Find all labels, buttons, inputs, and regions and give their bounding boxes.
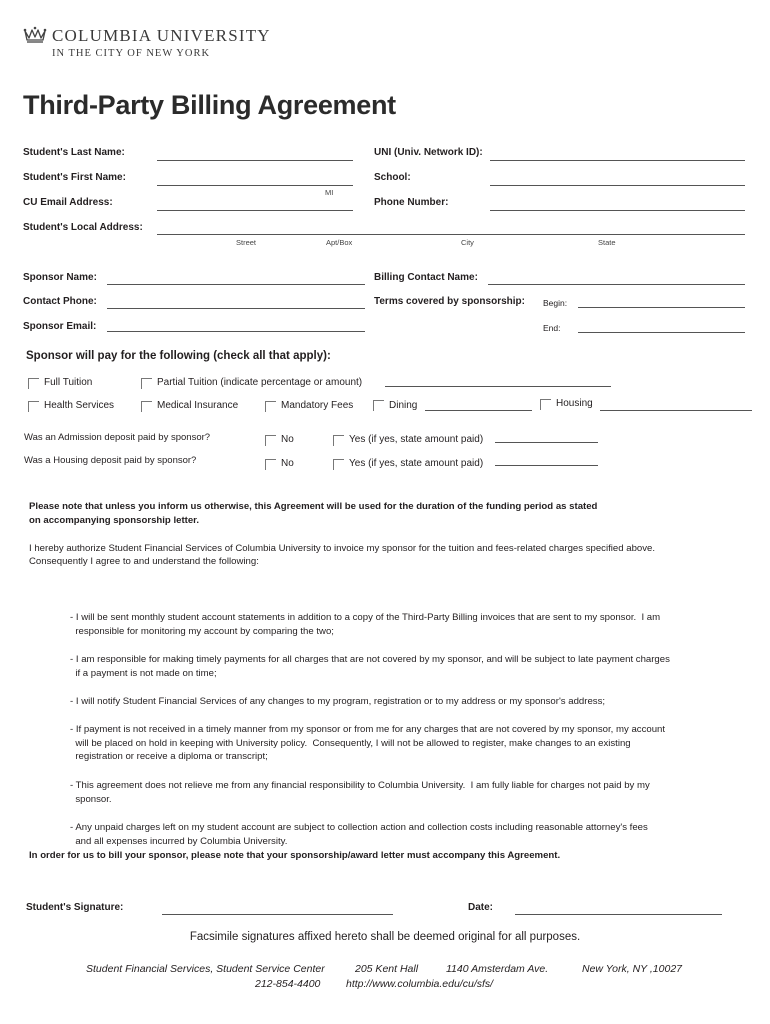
health-services-checkbox[interactable]	[28, 401, 38, 411]
admission-yes-label: Yes (if yes, state amount paid)	[349, 434, 484, 445]
state-sublabel: State	[598, 238, 616, 247]
contact-phone-field[interactable]	[107, 308, 365, 309]
mandatory-fees-label: Mandatory Fees	[281, 400, 354, 411]
mandatory-fees-checkbox[interactable]	[265, 401, 275, 411]
university-name: COLUMBIA UNIVERSITY	[52, 26, 271, 45]
admission-yes-checkbox[interactable]	[333, 435, 343, 445]
date-label: Date:	[468, 902, 494, 913]
end-label: End:	[543, 323, 561, 333]
begin-label: Begin:	[543, 298, 568, 308]
housing-checkbox[interactable]	[540, 399, 550, 409]
health-services-label: Health Services	[44, 400, 115, 411]
duration-note: Please note that unless you inform us otherwise, this Agreement will be used for the duration of the funding period as stated on accompanying sponsorship letter.	[29, 501, 598, 526]
full-tuition-checkbox[interactable]	[28, 378, 38, 388]
street-sublabel: Street	[236, 238, 257, 247]
footer-office: Student Financial Services, Student Service Center	[86, 963, 325, 975]
footer-address-1: 205 Kent Hall	[355, 963, 419, 975]
admission-deposit-question: Was an Admission deposit paid by sponsor?	[24, 432, 211, 443]
local-address-label: Student's Local Address:	[23, 222, 143, 233]
admission-no-label: No	[281, 434, 294, 445]
school-field[interactable]	[490, 185, 745, 186]
bullet-notify-changes: - I will notify Student Financial Services of any changes to my program, registration or to my address or my sponsor's address;	[70, 696, 606, 707]
sponsor-email-field[interactable]	[107, 331, 365, 332]
footer-city: New York, NY ,10027	[582, 963, 683, 975]
housing-amount-field[interactable]	[600, 410, 752, 411]
housing-no-label: No	[281, 458, 294, 469]
housing-label: Housing	[556, 398, 593, 409]
facsimile-statement: Facsimile signatures affixed hereto shall be deemed original for all purposes.	[189, 931, 581, 943]
bullet-timely-payments: - I am responsible for making timely payments for all charges that are not covered by my sponsor, and will be subject to late payment charges if a payment is not made on time;	[70, 654, 670, 679]
billing-contact-label: Billing Contact Name:	[374, 272, 478, 283]
email-field[interactable]	[157, 210, 353, 211]
admission-no-checkbox[interactable]	[265, 435, 275, 445]
admission-amount-field[interactable]	[495, 442, 598, 443]
uni-label: UNI (Univ. Network ID):	[374, 147, 483, 158]
sponsor-name-field[interactable]	[107, 284, 365, 285]
bullet-account-hold: - If payment is not received in a timely manner from my sponsor or from me for any charges that are not covered by my sponsor, my account will be placed on hold in keeping with University policy. Consequently, I will not be allowed to register, make changes to an existing registration or receive a diploma or transcript;	[70, 724, 666, 762]
letter-note: In order for us to bill your sponsor, please note that your sponsorship/award letter must accompany this Agreement.	[29, 850, 561, 861]
dining-amount-field[interactable]	[425, 410, 532, 411]
uni-field[interactable]	[490, 160, 745, 161]
terms-label: Terms covered by sponsorship:	[374, 296, 525, 307]
housing-deposit-question: Was a Housing deposit paid by sponsor?	[24, 455, 197, 466]
partial-tuition-amount-field[interactable]	[385, 386, 611, 387]
crown-icon	[23, 25, 47, 43]
bullet-financial-responsibility: - This agreement does not relieve me from any financial responsibility to Columbia University. I am fully liable for charges not paid by my sponsor.	[70, 780, 650, 805]
email-label: CU Email Address:	[23, 197, 113, 208]
bullet-unpaid-charges: - Any unpaid charges left on my student account are subject to collection action and collection costs including reasonable attorney's fees and all expenses incurred by Columbia University.	[70, 822, 648, 847]
sponsor-name-label: Sponsor Name:	[23, 272, 97, 283]
contact-phone-label: Contact Phone:	[23, 296, 97, 307]
student-signature-label: Student's Signature:	[26, 902, 124, 913]
dining-label: Dining	[389, 400, 418, 411]
footer-url[interactable]: http://www.columbia.edu/cu/sfs/	[346, 978, 494, 990]
housing-yes-checkbox[interactable]	[333, 459, 343, 469]
housing-yes-label: Yes (if yes, state amount paid)	[349, 458, 484, 469]
student-signature-field[interactable]	[162, 914, 393, 915]
last-name-field[interactable]	[157, 160, 353, 161]
city-sublabel: City	[461, 238, 474, 247]
footer-phone: 212-854-4400	[255, 978, 321, 990]
bullet-statements: - I will be sent monthly student account statements in addition to a copy of the Third-Party Billing invoices that are sent to my sponsor. I am responsible for monitoring my account by comparing the two;	[70, 612, 661, 637]
pay-heading: Sponsor will pay for the following (check all that apply):	[26, 350, 331, 362]
begin-field[interactable]	[578, 307, 745, 308]
phone-label: Phone Number:	[374, 197, 449, 208]
authorization-paragraph: I hereby authorize Student Financial Services of Columbia University to invoice my sponsor for the tuition and fees-related charges specified above. Consequently I agree to and understand the following:	[29, 543, 656, 567]
phone-field[interactable]	[490, 210, 745, 211]
medical-insurance-label: Medical Insurance	[157, 400, 239, 411]
mi-label: MI	[325, 188, 334, 197]
apt-sublabel: Apt/Box	[326, 238, 353, 247]
first-name-label: Student's First Name:	[23, 172, 126, 183]
last-name-label: Student's Last Name:	[23, 147, 125, 158]
housing-amount-paid-field[interactable]	[495, 465, 598, 466]
school-label: School:	[374, 172, 411, 183]
sponsor-email-label: Sponsor Email:	[23, 321, 97, 332]
local-address-field[interactable]	[157, 234, 745, 235]
first-name-field[interactable]	[157, 185, 353, 186]
date-field[interactable]	[515, 914, 722, 915]
partial-tuition-label: Partial Tuition (indicate percentage or amount)	[157, 377, 363, 388]
full-tuition-label: Full Tuition	[44, 377, 93, 388]
partial-tuition-checkbox[interactable]	[141, 378, 151, 388]
billing-contact-field[interactable]	[488, 284, 745, 285]
footer-address-2: 1140 Amsterdam Ave.	[446, 963, 549, 975]
end-field[interactable]	[578, 332, 745, 333]
dining-checkbox[interactable]	[373, 400, 383, 410]
university-subline: IN THE CITY OF NEW YORK	[52, 48, 211, 59]
page-title: Third-Party Billing Agreement	[23, 90, 396, 120]
housing-no-checkbox[interactable]	[265, 459, 275, 469]
medical-insurance-checkbox[interactable]	[141, 401, 151, 411]
